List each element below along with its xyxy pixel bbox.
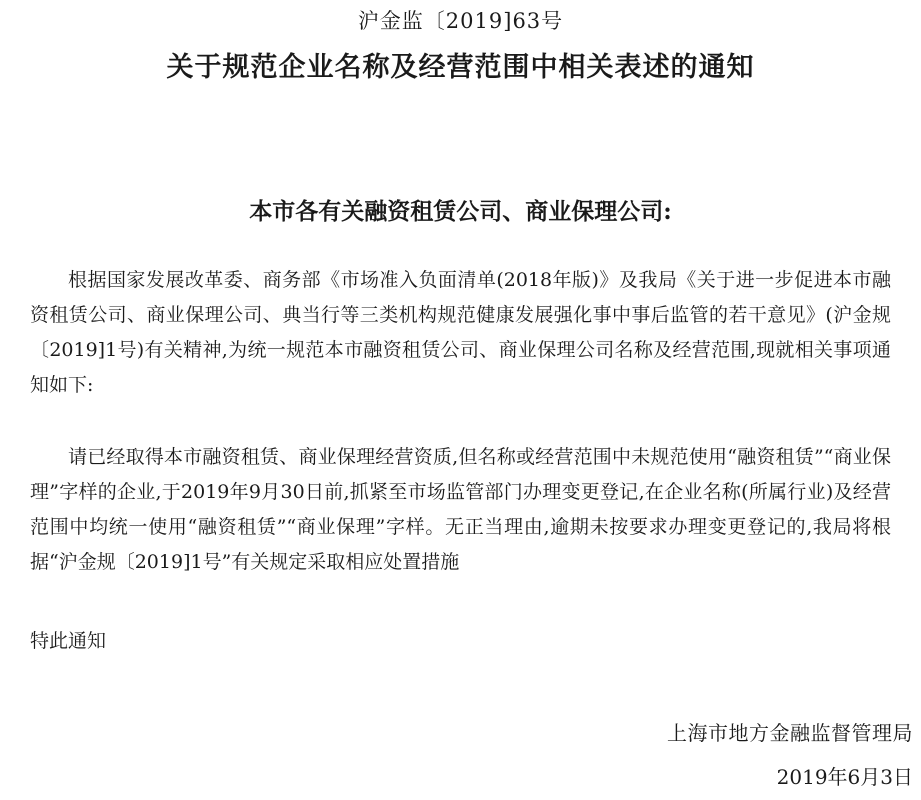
document-title: 关于规范企业名称及经营范围中相关表述的通知	[166, 52, 755, 83]
issue-date: 2019年6月3日	[776, 765, 913, 789]
document-number: 沪金监〔2019]63号	[357, 9, 564, 33]
body-paragraph-2	[30, 440, 891, 580]
paragraph-text: 请已经取得本市融资租赁、商业保理经营资质,但名称或经营范围中未规范使用“融资租赁”“商业保理”字样的企业,于2019年9月30日前,抓紧至市场监管部门办理变更登记,在企业名称(所属行业)及经营范围中均统一使用“融资租赁”“商业保理”字样。无正当理由,逾期未按要求办理变更登记的,我局将根据“沪金规〔2019]1号”有关规定采取相应处置措施	[30, 446, 891, 573]
closing-remark: 特此通知	[30, 630, 107, 652]
body-paragraph-1	[30, 263, 891, 403]
addressee: 本市各有关融资租赁公司、商业保理公司:	[249, 198, 672, 225]
issuer-signature: 上海市地方金融监督管理局	[667, 721, 913, 745]
paragraph-text: 根据国家发展改革委、商务部《市场准入负面清单(2018年版)》及我局《关于进一步促进本市融资租赁公司、商业保理公司、典当行等三类机构规范健康发展强化事中事后监管的若干意见》(沪金规〔2019]1号)有关精神,为统一规范本市融资租赁公司、商业保理公司名称及经营范围,现就相关事项通知如下:	[30, 269, 891, 396]
